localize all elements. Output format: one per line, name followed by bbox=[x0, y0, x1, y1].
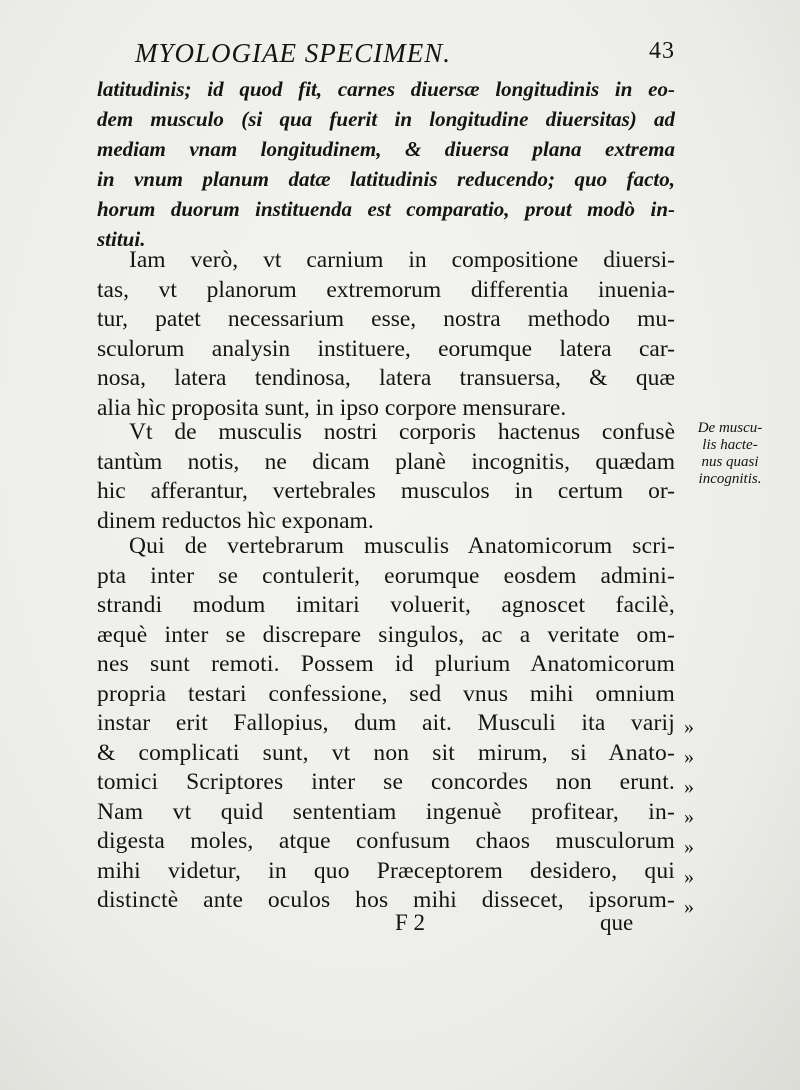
text-line: Qui de vertebrarum musculis Anatomicorum scri- bbox=[129, 533, 675, 559]
text-line: hic afferantur, vertebrales musculos in certum or- bbox=[97, 478, 675, 504]
paragraph-1 bbox=[97, 246, 675, 423]
text-line: tur, patet necessarium esse, nostra methodo mu- bbox=[97, 306, 675, 332]
text-line: instar erit Fallopius, dum ait. Musculi ita varij bbox=[97, 710, 675, 736]
text-line: in vnum planum datæ latitudinis reducendo; quo facto, bbox=[97, 167, 675, 191]
text-line: strandi modum imitari voluerit, agnoscet facilè, bbox=[97, 592, 675, 618]
text-line: & complicati sunt, vt non sit mirum, si Anato- bbox=[97, 739, 675, 766]
text-line: dinem reductos hìc exponam. bbox=[97, 507, 374, 534]
paragraph-2 bbox=[97, 418, 675, 536]
text-line: distinctè ante oculos hos mihi dissecet, ipsorum- bbox=[97, 887, 675, 913]
text-line: Iam verò, vt carnium in compositione diuersi- bbox=[129, 247, 675, 273]
text-line: stitui. bbox=[97, 227, 146, 251]
quotation-marks bbox=[684, 712, 694, 922]
text-line: digesta moles, atque confusum chaos musculorum bbox=[97, 828, 675, 854]
quote-mark: » bbox=[684, 746, 694, 768]
text-line: horum duorum instituenda est comparatio, prout modò in- bbox=[97, 197, 675, 221]
marginal-note-line: lis hacte- bbox=[702, 437, 758, 453]
quote-mark: » bbox=[684, 896, 694, 918]
text-line: alia hìc proposita sunt, in ipso corpore mensurare. bbox=[97, 394, 567, 421]
text-line: tas, vt planorum extremorum differentia inuenia- bbox=[97, 276, 675, 303]
text-line: dem musculo (si qua fuerit in longitudine diuersitas) ad bbox=[97, 107, 675, 131]
quote-mark: » bbox=[684, 806, 694, 828]
marginal-note-line: incognitis. bbox=[698, 471, 762, 487]
paragraph-3 bbox=[97, 532, 675, 916]
text-line: propria testari confessione, sed vnus mihi omnium bbox=[97, 680, 675, 707]
text-line: latitudinis; id quod fit, carnes diuersæ longitudinis in eo- bbox=[97, 77, 675, 101]
marginal-note-line: nus quasi bbox=[701, 454, 759, 470]
text-line: pta inter se contulerit, eorumque eosdem admini- bbox=[97, 562, 675, 589]
running-head bbox=[135, 38, 675, 69]
page-number: 43 bbox=[649, 38, 675, 64]
quote-mark: » bbox=[684, 836, 694, 858]
text-line: mediam vnam longitudinem, & diuersa plana extrema bbox=[97, 137, 675, 161]
text-line: tomici Scriptores inter se concordes non erunt. bbox=[97, 769, 675, 795]
text-line: nosa, latera tendinosa, latera transuersa, & quæ bbox=[97, 365, 675, 391]
catchword: que bbox=[600, 910, 634, 935]
signature-mark: F 2 bbox=[395, 910, 426, 935]
text-line: sculorum analysin instituere, eorumque latera car- bbox=[97, 335, 675, 362]
text-line: mihi videtur, in quo Præceptorem desidero, qui bbox=[97, 857, 675, 884]
running-head-title: MYOLOGIAE SPECIMEN. bbox=[135, 38, 451, 68]
text-line: Nam vt quid sententiam ingenuè profitear, in- bbox=[97, 798, 675, 825]
quote-mark: » bbox=[684, 716, 694, 738]
text-line: æquè inter se discrepare singulos, ac a veritate om- bbox=[97, 621, 675, 648]
text-line: Vt de musculis nostri corporis hactenus confusè bbox=[129, 419, 675, 445]
italic-passage bbox=[97, 74, 675, 254]
text-line: tantùm notis, ne dicam planè incognitis, quædam bbox=[97, 448, 675, 475]
marginal-note-line: De muscu- bbox=[697, 420, 763, 436]
marginal-note bbox=[680, 420, 780, 488]
text-line: nes sunt remoti. Possem id plurium Anatomicorum bbox=[97, 651, 675, 677]
quote-mark: » bbox=[684, 866, 694, 888]
quote-mark: » bbox=[684, 776, 694, 798]
